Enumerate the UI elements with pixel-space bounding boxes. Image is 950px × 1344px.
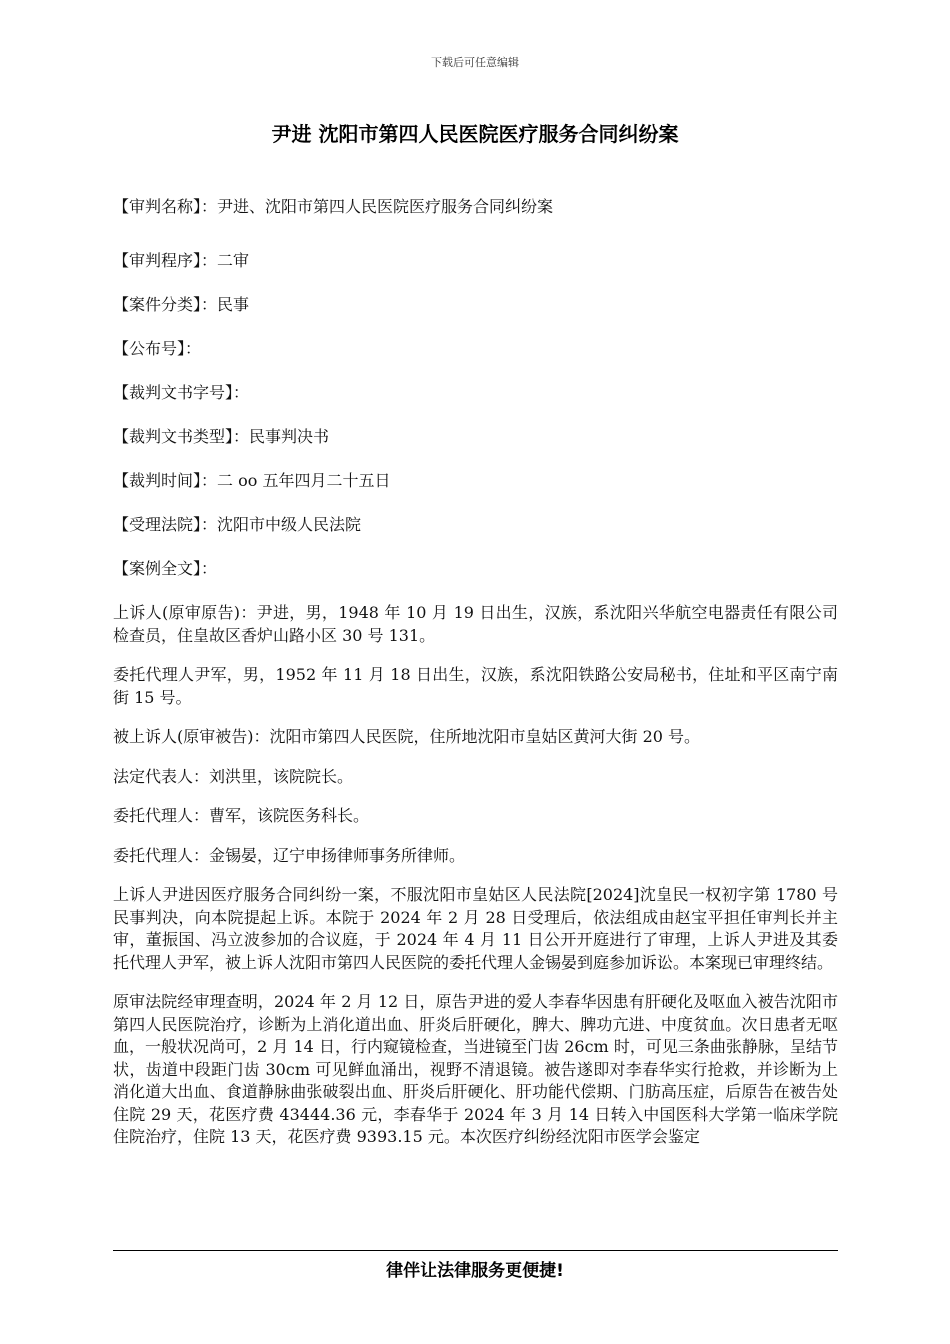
header-note: 下载后可任意编辑 xyxy=(431,56,519,69)
document-content xyxy=(113,196,838,1149)
field-case-category: 【案件分类】：民事 xyxy=(113,295,250,314)
field-trial-name: 【审判名称】：尹进、沈阳市第四人民医院医疗服务合同纠纷案 xyxy=(113,197,554,216)
document-title: 尹进 沈阳市第四人民医院医疗服务合同纠纷案 xyxy=(271,122,679,146)
field-court: 【受理法院】：沈阳市中级人民法院 xyxy=(113,515,362,534)
field-full-text: 【案例全文】： xyxy=(113,559,218,578)
paragraph-appellee-agent-1: 委托代理人：曹军，该院医务科长。 xyxy=(113,806,370,825)
field-judgment-number: 【裁判文书字号】： xyxy=(113,383,250,402)
field-judgment-date: 【裁判时间】：二 oo 五年四月二十五日 xyxy=(113,471,391,490)
paragraph-appellant: 上诉人(原审原告)：尹进，男，1948 年 10 月 19 日出生，汉族，系沈阳兴华航空电器责任有限公司检查员，住皇故区香炉山路小区 30 号 131。 xyxy=(113,603,838,645)
paragraph-case-background: 上诉人尹进因医疗服务合同纠纷一案，不服沈阳市皇姑区人民法院[2024]沈皇民一权初字第 1780 号民事判决，向本院提起上诉。本院于 2024 年 2 月 28 日受理后，依法组成由赵宝平担任审判长并主审，董振国、冯立波参加的合议庭，于 2024 年 4 月 11 日公开开庭进行了审理，上诉人尹进及其委托代理人尹军，被上诉人沈阳市第四人民医院的委托代理人金锡晏到庭参加诉讼。本案现已审理终结。 xyxy=(113,885,838,972)
paragraph-facts: 原审法院经审理查明，2024 年 2 月 12 日，原告尹进的爱人李春华因患有肝硬化及呕血入被告沈阳市第四人民医院治疗，诊断为上消化道出血、肝炎后肝硬化，脾大、脾功亢进、中度贫血。次日患者无呕血，一般状况尚可，2 月 14 日，行内窥镜检查，当进镜至门齿 26cm 时，可见三条曲张静脉，呈结节状，齿道中段距门齿 30cm 可见鲜血涌出，视野不清退镜。被告遂即对李春华实行抢救，并诊断为上消化道大出血、食道静脉曲张破裂出血、肝炎后肝硬化、肝功能代偿期、门肪高压症，后原告在被告处住院 29 天，花医疗费 43444.36 元，李春华于 2024 年 3 月 14 日转入中国医科大学第一临床学院住院治疗，住院 13 天，花医疗费 9393.15 元。本次医疗纠纷经沈阳市医学会鉴定 xyxy=(113,992,838,1146)
field-judgment-type: 【裁判文书类型】：民事判决书 xyxy=(113,427,330,446)
footer-divider xyxy=(113,1250,838,1251)
field-trial-procedure: 【审判程序】：二审 xyxy=(113,251,250,270)
paragraph-appellee-agent-2: 委托代理人：金锡晏，辽宁申扬律师事务所律师。 xyxy=(113,845,466,865)
paragraph-appellee: 被上诉人(原审被告)：沈阳市第四人民医院，住所地沈阳市皇姑区黄河大街 20 号。 xyxy=(113,727,701,746)
paragraph-appellant-agent: 委托代理人尹军，男，1952 年 11 月 18 日出生，汉族，系沈阳铁路公安局秘书，住址和平区南宁南街 15 号。 xyxy=(113,665,838,707)
paragraph-legal-representative: 法定代表人：刘洪里，该院院长。 xyxy=(113,766,354,786)
field-publication-number: 【公布号】： xyxy=(113,339,202,358)
footer-slogan: 律伴让法律服务更便捷! xyxy=(386,1261,564,1281)
